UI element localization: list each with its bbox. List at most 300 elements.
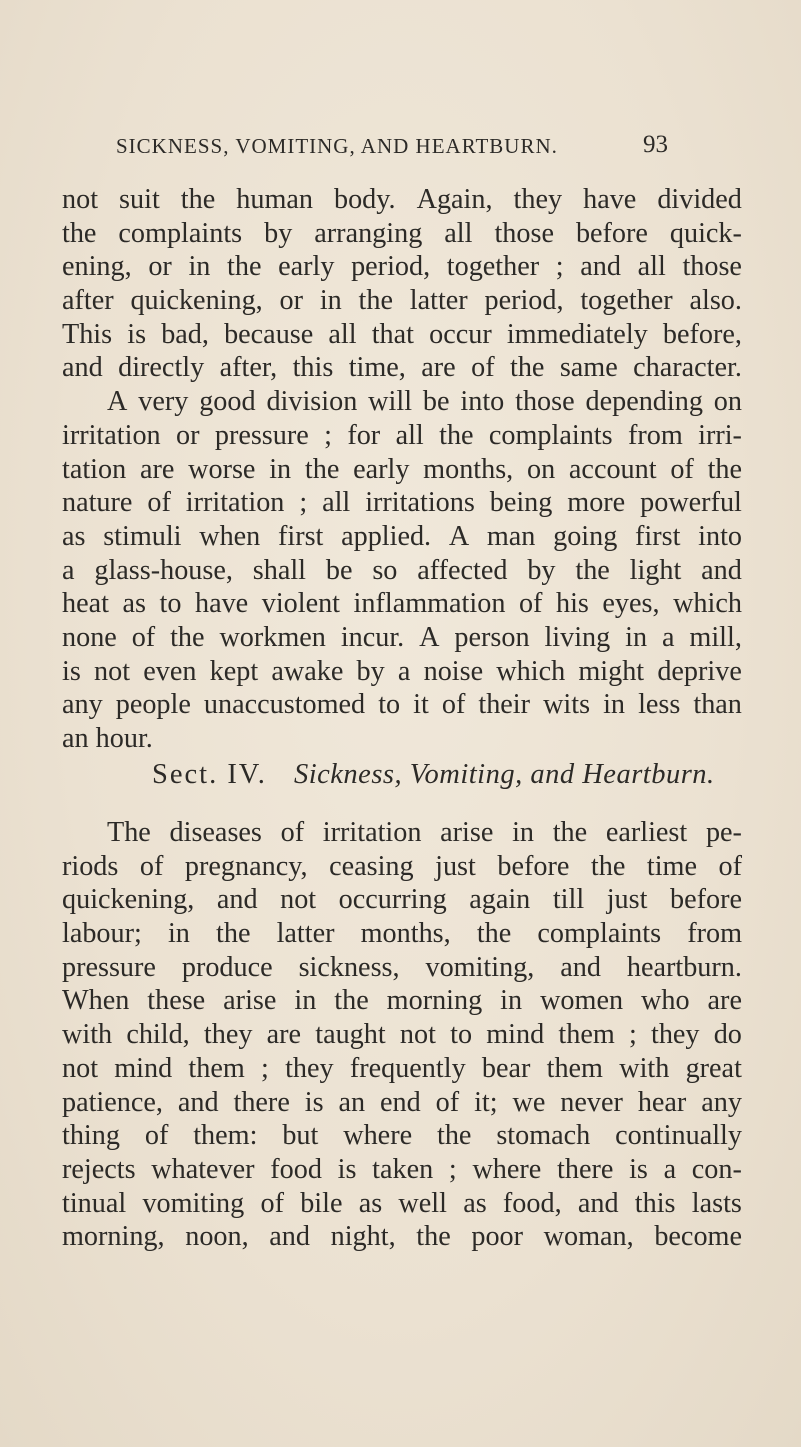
word: wits xyxy=(543,689,591,721)
word: diseases xyxy=(169,817,262,848)
word: a xyxy=(663,1153,677,1185)
word: as xyxy=(62,520,86,552)
word: When xyxy=(62,985,130,1017)
word: with xyxy=(62,1019,113,1051)
word: when xyxy=(199,520,261,552)
word: it xyxy=(413,689,429,721)
word: applied. xyxy=(341,520,432,552)
word: a xyxy=(662,621,675,653)
word: than xyxy=(693,689,742,721)
word: who xyxy=(641,985,690,1017)
word: suit xyxy=(119,184,160,215)
word: con- xyxy=(691,1153,742,1185)
word: a xyxy=(397,655,411,687)
word: for xyxy=(347,419,381,451)
word: latter xyxy=(276,918,335,950)
word: or xyxy=(148,251,172,283)
word: the xyxy=(62,217,97,249)
word: hear xyxy=(637,1086,687,1118)
word: on xyxy=(526,453,556,485)
word: great xyxy=(685,1052,742,1084)
word: and xyxy=(580,251,621,283)
text-line xyxy=(62,520,742,554)
word: hour. xyxy=(95,723,153,754)
word: or xyxy=(176,419,200,451)
word: same xyxy=(559,352,618,384)
word: deprive xyxy=(657,655,742,687)
word: of xyxy=(670,453,694,485)
word: good xyxy=(199,386,256,418)
word: even xyxy=(143,655,197,687)
word: by xyxy=(264,217,293,249)
word: shall xyxy=(252,554,307,586)
word: but xyxy=(282,1120,319,1152)
word: end xyxy=(380,1086,421,1118)
word: the xyxy=(439,419,474,451)
word: thing xyxy=(62,1120,120,1152)
word: patience, xyxy=(62,1086,163,1118)
word: unaccustomed xyxy=(203,689,366,721)
text-line xyxy=(62,250,742,284)
word: quickening, xyxy=(130,285,263,317)
word: produce xyxy=(181,951,273,983)
word: all xyxy=(322,487,351,519)
word: where xyxy=(472,1153,542,1185)
word: time, xyxy=(348,352,406,384)
word: mind xyxy=(486,1019,545,1051)
word: the xyxy=(358,285,393,317)
text-line xyxy=(62,1187,742,1221)
word: ; xyxy=(628,1019,637,1051)
word: early xyxy=(353,453,410,485)
word: in xyxy=(167,918,190,950)
word: there xyxy=(557,1153,614,1185)
word: labour; xyxy=(62,918,142,950)
word: ; xyxy=(448,1153,457,1185)
text-line xyxy=(62,385,742,419)
text-line xyxy=(62,1220,742,1254)
word: mind xyxy=(114,1052,173,1084)
word: frequently xyxy=(349,1052,466,1084)
word: of xyxy=(144,1120,169,1152)
text-line xyxy=(62,655,742,689)
word: ; xyxy=(324,419,332,451)
word: we xyxy=(512,1086,546,1118)
text-line xyxy=(62,1052,742,1086)
word: the xyxy=(304,453,340,485)
word: incur. xyxy=(340,621,405,653)
word: heartburn. xyxy=(626,951,742,983)
word: being xyxy=(489,487,553,519)
word: whatever xyxy=(151,1153,255,1185)
word: irri- xyxy=(698,419,742,451)
word: and xyxy=(62,352,103,384)
text-line xyxy=(62,554,742,588)
word: well xyxy=(398,1187,447,1219)
word: irritation xyxy=(322,817,422,848)
word: to xyxy=(378,689,401,721)
word: workmen xyxy=(219,621,326,653)
word: just xyxy=(435,850,476,882)
word: of xyxy=(471,352,495,384)
word: heat xyxy=(62,588,109,620)
word: all xyxy=(637,251,666,283)
word: time xyxy=(646,850,697,882)
word: before xyxy=(575,217,648,249)
word: light xyxy=(629,554,682,586)
word: with xyxy=(619,1052,670,1084)
word: riods xyxy=(62,850,119,882)
word: they xyxy=(513,184,563,215)
word: The xyxy=(107,817,151,848)
word: from xyxy=(687,918,742,950)
word: ; xyxy=(555,251,564,283)
word: ; xyxy=(261,1052,269,1084)
word: worse xyxy=(188,453,256,485)
word: arise xyxy=(440,817,494,848)
word: are xyxy=(707,985,742,1017)
word: any xyxy=(701,1086,742,1118)
word: there xyxy=(233,1086,290,1118)
word: not xyxy=(94,655,131,687)
word: those xyxy=(682,251,742,283)
word: after xyxy=(62,285,114,317)
word: into xyxy=(460,386,505,418)
text-line xyxy=(62,1119,742,1153)
word: bile xyxy=(300,1187,343,1219)
word: complaints xyxy=(488,419,613,451)
word: in xyxy=(500,985,523,1017)
word: taught xyxy=(315,1019,386,1051)
word: any xyxy=(62,689,103,721)
word: pe- xyxy=(705,817,742,848)
word: be xyxy=(422,386,450,418)
word: before xyxy=(669,884,742,916)
word: an xyxy=(62,723,89,754)
word: not xyxy=(399,1019,436,1051)
word: on xyxy=(713,386,742,418)
word: become xyxy=(654,1221,742,1253)
word: as xyxy=(122,588,146,620)
word: have xyxy=(583,184,637,215)
section-heading xyxy=(152,759,715,791)
text-line xyxy=(62,951,742,985)
word: not xyxy=(280,884,317,916)
word: pregnancy, xyxy=(184,850,308,882)
word: occur xyxy=(429,318,492,350)
word: it; xyxy=(474,1086,498,1118)
word: ; xyxy=(299,487,308,519)
word: are xyxy=(421,352,456,384)
word: months, xyxy=(423,453,514,485)
word: noise xyxy=(423,655,484,687)
word: in xyxy=(319,285,342,317)
word: tation xyxy=(62,453,127,485)
word: also. xyxy=(689,285,742,317)
text-line xyxy=(62,453,742,487)
word: they xyxy=(650,1019,700,1051)
word: by xyxy=(527,554,556,586)
word: do xyxy=(713,1019,742,1051)
word: arise xyxy=(223,985,277,1017)
word: from xyxy=(627,419,683,451)
word: latter xyxy=(409,285,468,317)
word: immediately xyxy=(506,318,648,350)
word: of xyxy=(435,1086,460,1118)
word: poor xyxy=(471,1221,524,1253)
word: just xyxy=(606,884,648,916)
word: a xyxy=(62,554,75,586)
word: as xyxy=(358,1187,383,1219)
word: ceasing xyxy=(329,850,414,882)
word: Again, xyxy=(416,184,493,215)
word: character. xyxy=(633,352,742,384)
word: which xyxy=(496,655,566,687)
word: the xyxy=(216,918,251,950)
section-title: Sickness, Vomiting, and Heartburn. xyxy=(293,759,715,790)
word: A xyxy=(448,520,470,552)
word: of xyxy=(280,817,305,848)
paragraph xyxy=(62,816,742,1254)
word: and xyxy=(560,951,601,983)
word: these xyxy=(147,985,206,1017)
word: this xyxy=(634,1187,676,1219)
word: more xyxy=(567,487,626,519)
word: divided xyxy=(657,184,742,215)
word: and xyxy=(177,1086,219,1118)
word: none xyxy=(62,621,117,653)
word: period, xyxy=(484,285,564,317)
running-head xyxy=(116,131,716,168)
text-line xyxy=(62,984,742,1018)
word: the xyxy=(180,184,216,215)
word: be xyxy=(325,554,353,586)
word: first xyxy=(277,520,324,552)
word: nature xyxy=(62,487,133,519)
word: the xyxy=(707,453,742,485)
word: is xyxy=(304,1086,324,1118)
word: all xyxy=(444,217,473,249)
word: pressure xyxy=(62,951,156,983)
word: irritation xyxy=(62,419,161,451)
word: living xyxy=(544,621,611,653)
word: of xyxy=(260,1187,284,1219)
word: so xyxy=(372,554,398,586)
word: very xyxy=(138,386,189,418)
word: account xyxy=(568,453,657,485)
word: an xyxy=(338,1086,366,1118)
word: by xyxy=(356,655,385,687)
text-line xyxy=(62,318,742,352)
word: are xyxy=(266,1019,302,1051)
word: might xyxy=(578,655,645,687)
word: never xyxy=(560,1086,623,1118)
running-title: SICKNESS, VOMITING, AND HEARTBURN. xyxy=(116,134,558,158)
word: are xyxy=(139,453,175,485)
word: after, xyxy=(219,352,278,384)
word: bear xyxy=(481,1052,531,1084)
text-line xyxy=(62,419,742,453)
word: of xyxy=(718,850,742,882)
word: them xyxy=(188,1052,245,1084)
word: morning xyxy=(386,985,483,1017)
word: affected xyxy=(417,554,508,586)
word: those xyxy=(494,217,554,249)
word: his xyxy=(555,588,589,620)
text-line xyxy=(62,688,742,722)
word: first xyxy=(635,520,681,552)
text-line xyxy=(62,1018,742,1052)
word: quick- xyxy=(669,217,742,249)
word: is xyxy=(629,1153,648,1185)
word: lasts xyxy=(691,1187,742,1219)
word: of xyxy=(139,850,164,882)
word: period, xyxy=(351,251,431,283)
word: months, xyxy=(360,918,451,950)
word: all xyxy=(395,419,424,451)
word: rejects xyxy=(62,1153,136,1185)
word: depending xyxy=(585,386,703,418)
word: vomiting, xyxy=(425,951,535,983)
word: vomiting xyxy=(142,1187,245,1219)
text-line xyxy=(62,351,742,385)
word: in xyxy=(294,985,317,1017)
word: them xyxy=(558,1019,615,1051)
word: food, xyxy=(502,1187,562,1219)
word: not xyxy=(62,184,99,215)
word: and xyxy=(216,884,258,916)
word: their xyxy=(478,689,531,721)
word: will xyxy=(368,386,413,418)
word: and xyxy=(577,1187,619,1219)
word: tinual xyxy=(62,1187,127,1219)
word: man xyxy=(486,520,536,552)
word: the xyxy=(476,918,512,950)
word: powerful xyxy=(640,487,742,519)
word: division xyxy=(266,386,358,418)
word: irritations xyxy=(365,487,475,519)
word: the xyxy=(575,554,610,586)
word: complaints xyxy=(537,918,662,950)
word: inflammation xyxy=(353,588,506,620)
word: night, xyxy=(330,1221,396,1253)
word: noon, xyxy=(185,1221,249,1253)
word: and xyxy=(701,554,742,586)
word: eyes, xyxy=(602,588,660,620)
word: This xyxy=(62,318,113,350)
word: occurring xyxy=(338,884,447,916)
word: as xyxy=(463,1187,487,1219)
word: into xyxy=(698,520,742,552)
word: directly xyxy=(118,352,205,384)
word: all xyxy=(328,318,357,350)
word: together xyxy=(580,285,673,317)
word: bad, xyxy=(161,318,209,350)
word: food xyxy=(270,1153,322,1185)
word: awake xyxy=(271,655,344,687)
text-line xyxy=(62,284,742,318)
word: this xyxy=(292,352,334,384)
word: to xyxy=(450,1019,473,1051)
word: of xyxy=(518,588,543,620)
word: or xyxy=(279,285,304,317)
text-line xyxy=(62,850,742,884)
text-line xyxy=(62,183,742,217)
section-number: Sect. IV. xyxy=(152,759,267,790)
word: of xyxy=(147,487,171,519)
word: is xyxy=(127,318,147,350)
word: people xyxy=(115,689,191,721)
word: those xyxy=(515,386,575,418)
word: in xyxy=(188,251,211,283)
word: arranging xyxy=(314,217,423,249)
word: taken xyxy=(372,1153,434,1185)
word: in xyxy=(512,817,534,848)
word: sickness, xyxy=(298,951,400,983)
word: A xyxy=(419,621,440,653)
word: the xyxy=(170,621,205,653)
text-line xyxy=(62,722,742,756)
text-line xyxy=(62,816,742,850)
word: the xyxy=(436,1120,472,1152)
text-line xyxy=(62,917,742,951)
word: irritation xyxy=(185,487,285,519)
word: is xyxy=(62,655,81,687)
word: mill, xyxy=(689,621,742,653)
word: continually xyxy=(615,1120,742,1152)
word: to xyxy=(159,588,182,620)
word: because xyxy=(224,318,314,350)
word: complaints xyxy=(118,217,243,249)
text-line xyxy=(62,883,742,917)
page-number: 93 xyxy=(643,131,668,158)
word: the xyxy=(509,352,545,384)
word: A xyxy=(107,386,128,418)
word: morning, xyxy=(62,1221,165,1253)
word: going xyxy=(553,520,618,552)
word: the xyxy=(590,850,626,882)
paragraph xyxy=(62,183,742,756)
word: have xyxy=(194,588,249,620)
word: before xyxy=(497,850,570,882)
text-line xyxy=(62,1153,742,1187)
word: and xyxy=(269,1221,310,1253)
word: the xyxy=(552,817,588,848)
word: that xyxy=(371,318,414,350)
word: they xyxy=(203,1019,253,1051)
word: them: xyxy=(193,1120,258,1152)
text-line xyxy=(62,217,742,251)
word: person xyxy=(454,621,530,653)
word: in xyxy=(603,689,626,721)
word: ening, xyxy=(62,251,132,283)
word: stomach xyxy=(496,1120,591,1152)
word: till xyxy=(552,884,585,916)
word: not xyxy=(62,1052,99,1084)
word: the xyxy=(416,1221,451,1253)
word: in xyxy=(269,453,292,485)
text-line xyxy=(62,1086,742,1120)
word: women xyxy=(540,985,624,1017)
word: human xyxy=(236,184,313,215)
word: the xyxy=(334,985,369,1017)
word: them xyxy=(546,1052,603,1084)
word: less xyxy=(638,689,681,721)
word: of xyxy=(441,689,466,721)
word: before, xyxy=(662,318,742,350)
text-line xyxy=(62,486,742,520)
word: is xyxy=(337,1153,357,1185)
